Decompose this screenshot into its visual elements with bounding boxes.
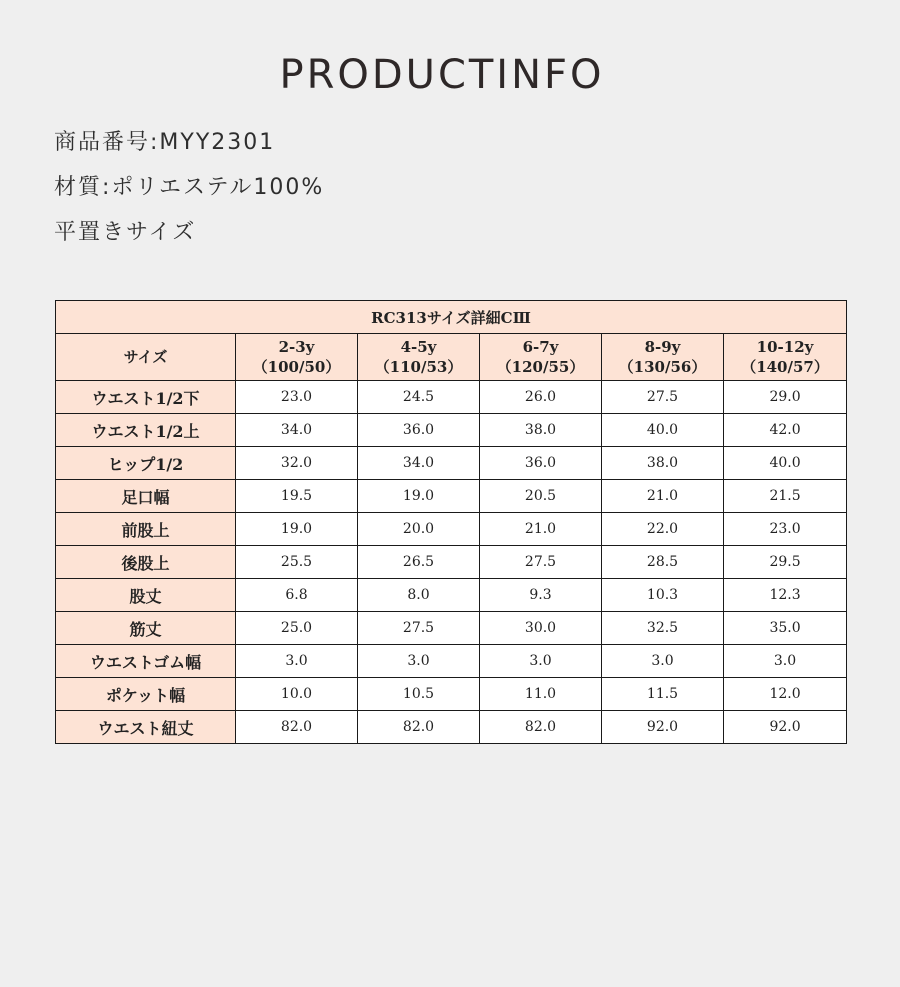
- size-age-label: 10-12y: [756, 338, 814, 356]
- size-spec-label: （120/55）: [496, 358, 585, 376]
- table-cell: 26.0: [480, 381, 602, 414]
- table-cell: 32.5: [602, 612, 724, 645]
- row-label: ヒップ1/2: [56, 447, 236, 480]
- table-row: [56, 480, 847, 513]
- table-cell: 27.5: [358, 612, 480, 645]
- table-cell: 10.0: [236, 678, 358, 711]
- table-cell: 92.0: [724, 711, 847, 744]
- row-label: 前股上: [56, 513, 236, 546]
- table-cell: 82.0: [480, 711, 602, 744]
- size-age-label: 8-9y: [644, 338, 681, 356]
- table-row: [56, 546, 847, 579]
- row-label: ウエスト紐丈: [56, 711, 236, 744]
- table-cell: 21.0: [602, 480, 724, 513]
- table-cell: 19.0: [236, 513, 358, 546]
- table-cell: 36.0: [358, 414, 480, 447]
- table-cell: 12.3: [724, 579, 847, 612]
- size-column-header: [480, 334, 602, 381]
- table-cell: 29.0: [724, 381, 847, 414]
- size-column-header: [602, 334, 724, 381]
- table-cell: 3.0: [236, 645, 358, 678]
- table-row: [56, 579, 847, 612]
- table-cell: 29.5: [724, 546, 847, 579]
- row-label: 股丈: [56, 579, 236, 612]
- table-caption: RC313サイズ詳細CⅢ: [56, 301, 847, 334]
- table-row: [56, 645, 847, 678]
- size-column-header: [724, 334, 847, 381]
- table-cell: 9.3: [480, 579, 602, 612]
- table-cell: 6.8: [236, 579, 358, 612]
- table-cell: 8.0: [358, 579, 480, 612]
- table-header-row: [56, 334, 847, 381]
- table-cell: 10.5: [358, 678, 480, 711]
- row-label: ウエスト1/2下: [56, 381, 236, 414]
- table-cell: 35.0: [724, 612, 847, 645]
- table-cell: 92.0: [602, 711, 724, 744]
- material-text: 材質:ポリエステル100%: [54, 175, 325, 200]
- table-cell: 3.0: [724, 645, 847, 678]
- table-cell: 34.0: [236, 414, 358, 447]
- table-cell: 42.0: [724, 414, 847, 447]
- table-row: [56, 678, 847, 711]
- table-cell: 3.0: [358, 645, 480, 678]
- table-cell: 27.5: [602, 381, 724, 414]
- table-cell: 3.0: [602, 645, 724, 678]
- table-cell: 12.0: [724, 678, 847, 711]
- page-title: PRODUCTINFO: [279, 52, 605, 98]
- size-table: [55, 300, 847, 744]
- table-cell: 26.5: [358, 546, 480, 579]
- table-cell: 23.0: [724, 513, 847, 546]
- size-spec-label: （140/57）: [741, 358, 829, 376]
- table-cell: 11.0: [480, 678, 602, 711]
- table-cell: 32.0: [236, 447, 358, 480]
- table-cell: 25.5: [236, 546, 358, 579]
- table-cell: 20.5: [480, 480, 602, 513]
- table-cell: 23.0: [236, 381, 358, 414]
- table-cell: 34.0: [358, 447, 480, 480]
- table-row: [56, 414, 847, 447]
- table-row: [56, 381, 847, 414]
- row-label: ウエスト1/2上: [56, 414, 236, 447]
- row-label: 足口幅: [56, 480, 236, 513]
- table-body: [56, 381, 847, 744]
- size-spec-label: （130/56）: [618, 358, 707, 376]
- table-row: [56, 513, 847, 546]
- table-cell: 38.0: [602, 447, 724, 480]
- size-column-header: [358, 334, 480, 381]
- table-cell: 40.0: [602, 414, 724, 447]
- table-cell: 3.0: [480, 645, 602, 678]
- table-row: [56, 612, 847, 645]
- table-cell: 20.0: [358, 513, 480, 546]
- row-label: 後股上: [56, 546, 236, 579]
- size-spec-label: （110/53）: [374, 358, 463, 376]
- table-cell: 25.0: [236, 612, 358, 645]
- table-cell: 19.0: [358, 480, 480, 513]
- table-cell: 82.0: [236, 711, 358, 744]
- size-age-label: 6-7y: [522, 338, 559, 356]
- table-cell: 22.0: [602, 513, 724, 546]
- table-cell: 19.5: [236, 480, 358, 513]
- row-label: ウエストゴム幅: [56, 645, 236, 678]
- table-cell: 40.0: [724, 447, 847, 480]
- size-corner-label: サイズ: [56, 334, 236, 381]
- size-age-label: 2-3y: [278, 338, 315, 356]
- table-cell: 28.5: [602, 546, 724, 579]
- row-label: ポケット幅: [56, 678, 236, 711]
- table-cell: 36.0: [480, 447, 602, 480]
- table-cell: 21.5: [724, 480, 847, 513]
- size-age-label: 4-5y: [400, 338, 437, 356]
- table-cell: 11.5: [602, 678, 724, 711]
- table-row: [56, 711, 847, 744]
- table-cell: 24.5: [358, 381, 480, 414]
- table-cell: 82.0: [358, 711, 480, 744]
- table-cell: 30.0: [480, 612, 602, 645]
- product-info-block: [54, 124, 324, 259]
- size-column-header: [236, 334, 358, 381]
- size-note-text: 平置きサイズ: [54, 220, 197, 245]
- row-label: 筋丈: [56, 612, 236, 645]
- product-number-text: 商品番号:MYY2301: [54, 130, 276, 155]
- table-cell: 21.0: [480, 513, 602, 546]
- table-row: [56, 447, 847, 480]
- table-cell: 38.0: [480, 414, 602, 447]
- table-cell: 27.5: [480, 546, 602, 579]
- table-cell: 10.3: [602, 579, 724, 612]
- size-spec-label: （100/50）: [252, 358, 341, 376]
